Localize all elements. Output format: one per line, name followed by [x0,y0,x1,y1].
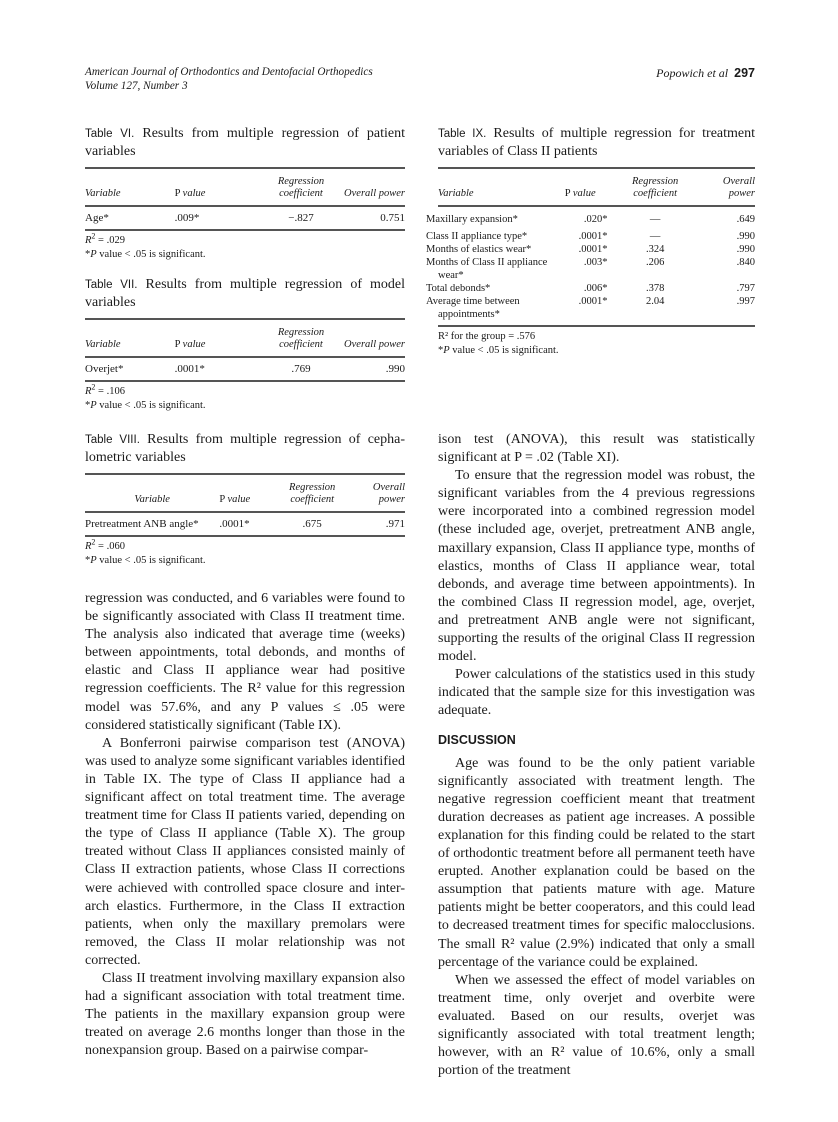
col-header: Regression coefficient [289,482,336,505]
cell-variable: Overjet* [85,363,124,375]
table-row [438,230,755,243]
cell-variable: Months of elastics wear* [426,244,532,255]
table-footnote: R² for the group = .576 *P value < .05 is significant. [438,330,755,358]
table-vi [85,125,405,262]
col-header: Overall power [344,188,405,199]
table-row [85,206,405,230]
paragraph: Power calculations of the statistics used in this study indicated that the sample size for this investigation was adequate. [438,667,755,719]
cell-p: .003* [583,257,608,268]
cell-power: .990 [736,244,755,255]
running-header-right [656,66,755,81]
cell-p: .009* [174,212,200,224]
paragraph: When we assessed the effect of model variables on treatment time, only overjet and overbite were evaluated. Based on our results, overjet was significantly associated with total treatment length; however, with an R² value of 10.6%, only a small portion of the treatment [438,972,755,1079]
table-title: Results from multiple regression of cepha-lometric variables [85,432,405,465]
cell-variable: Total debonds* [426,283,491,294]
table-grid [85,167,405,231]
col-header: Overall power [722,176,755,199]
table-caption [438,125,755,160]
note-p: P [443,345,450,356]
cell-variable: Class II appliance type* [426,231,528,242]
table-row [438,282,755,295]
cell-variable: Months of Class II appliance wear* [426,257,548,281]
cell-p: .006* [583,283,608,294]
note-text: value < .05 is significant. [96,249,206,260]
table-row [438,256,755,282]
table-grid [85,473,405,537]
r2-text: R² for the group = .576 [438,331,536,342]
paragraph: Age was found to be the only patient variable significantly associated with treatment length. The negative regression coefficient meant that treatment duration decreases as patient age increases. A possible explanation for this finding could be related to the start of orthodontic treatment before all permanent teeth have erupted. Another explanation could be based on the assumption that patients mature with age. Mature patients might be better cooperators, and this could lead to decreased treatment times for specific malocclusions. The small R² value (2.9%) indicated that only a small percentage of the variance could be explained. [438,755,755,970]
col-header: Variable [85,188,121,199]
table-row [85,357,405,381]
r2-value: = .029 [95,235,125,246]
cell-p: .0001* [578,231,608,242]
body-column-left [85,590,405,1060]
journal-title: American Journal of Orthodontics and Dentofacial Orthopedics [85,66,373,78]
cell-p: .020* [583,214,608,225]
table-label: Table VIII. [85,434,140,446]
cell-variable: Age* [85,212,109,224]
cell-power: .840 [736,257,755,268]
note-p: P [90,400,97,411]
cell-p: .0001* [174,363,205,375]
table-row [438,295,755,326]
col-header: P value [564,188,596,199]
table-ix [426,125,756,358]
cell-p: .0001* [219,518,250,530]
r2-label: R [85,541,92,552]
paragraph: Class II treatment involving maxillary expansion also had a significant association with total treatment time. The patients in the maxillary expansion group were treated on average 2.6 months longer than those in the nonexpansion group. Based on a pairwise compar- [85,970,405,1059]
r2-label: R [85,386,92,397]
col-header: Variable [85,339,121,350]
cell-coef: — [649,231,661,242]
note-p: P [90,249,97,260]
cell-power: .997 [736,296,755,307]
cell-p: .0001* [578,244,608,255]
col-header: P value [174,339,206,350]
col-header: P value [174,188,206,199]
note-p: P [90,555,97,566]
cell-p: .0001* [578,296,608,307]
paragraph: To ensure that the regression model was robust, the significant variables from the 4 previous regressions were incorporated into a combined regression model (these included age, overjet, pretreatment ANB angle, maxillary expansion, Class II appliance type, months of elastics, months of Class II appliance wear, total debonds, and average time between appointments). In the combined Class II regression model, age, overjet, and pretreatment ANB angle were not significant, supporting the results of the original Class II regression model. [438,468,755,665]
table-footnote: $R^2 = .060$ *P value < .05 is significant. [85,537,206,566]
note-text: value < .05 is significant. [449,345,559,356]
r2-value: = .060 [95,541,125,552]
table-viii [85,431,405,568]
running-header-journal [85,66,373,93]
journal-volume: Volume 127, Number 3 [85,79,188,92]
cell-variable: Pretreatment ANB angle* [85,518,199,530]
table-row [438,206,755,230]
paragraph: A Bonferroni pairwise comparison test (ANOVA) was used to analyze some significant variables identified in Table IX. The type of Class II appliance had a significant affect on total treatment time. The average treatment time for Class II patients varied, depending on the type of Class II appliance (Table X). The group treated without Class II appliances consisted mainly of Class II extraction patients, whose Class II corrections were achieved with controlled space closure and inter-arch elastics. Furthermore, in the Class II extraction patients, when only the maxillary premolars were removed, the Class II molar relationship was not corrected. [85,735,405,968]
cell-power: .971 [385,518,405,530]
paragraph: ison test (ANOVA), this result was statistically significant at P = .02 (Table XI). [438,432,755,466]
cell-variable: Average time between appointments* [426,296,520,320]
cell-power: .797 [736,283,755,294]
note-text: value < .05 is significant. [96,555,206,566]
table-label: Table IX. [438,128,487,140]
table-title: Results from multiple regression of model variables [85,277,406,310]
authors: Popowich et al [656,66,729,80]
col-header: P value [219,494,251,505]
col-header: Regression coefficient [277,327,325,350]
col-header: Regression coefficient [277,176,325,199]
body-column-right [438,431,755,1080]
table-caption [85,276,405,311]
r2-value: = .106 [95,386,125,397]
table-row [85,512,405,536]
col-header: Overall power [344,339,405,350]
page-number: 297 [734,66,755,80]
cell-power: .990 [385,363,405,375]
col-header: Overall power [372,482,405,505]
table-grid [85,318,405,382]
table-title: Results from multiple regression of patient variables [85,126,406,159]
cell-variable: Maxillary expansion* [426,214,518,225]
cell-coef: .675 [302,518,322,530]
cell-coef: — [649,214,661,225]
note-text: value < .05 is significant. [96,400,206,411]
col-header: Variable [438,188,474,199]
cell-power: .990 [736,231,755,242]
cell-coef: .769 [291,363,311,375]
table-grid [426,167,755,327]
cell-coef: −.827 [288,212,314,224]
section-heading: DISCUSSION [438,732,516,747]
table-footnote: $R^2 = .029$ *P value < .05 is significant. [85,231,206,260]
table-vii [85,276,405,413]
cell-coef: .378 [645,283,665,294]
cell-power: .649 [736,214,755,225]
cell-coef: .206 [645,257,665,268]
col-header: Regression coefficient [632,176,679,199]
table-label: Table VII. [85,279,138,291]
table-row [438,243,755,256]
cell-power: 0.751 [380,212,405,224]
table-title: Results of multiple regression for treatment variables of Class II patients [438,126,756,159]
cell-coef: .324 [645,244,665,255]
paragraph: regression was conducted, and 6 variables were found to be significantly associated with Class II treatment time. The analysis also indicated that average time (weeks) between appointments, total debonds, and months of elastic and Class II appliance wear had positive regression coefficients. The R² value for this regression model was 57.6%, and any P values ≤ .05 were considered statistically significant (Table IX). [85,591,405,733]
table-label: Table VI. [85,128,135,140]
r2-label: R [85,235,92,246]
table-caption [85,125,405,160]
cell-coef: 2.04 [645,296,665,307]
col-header: Variable [134,494,170,505]
table-footnote: $R^2 = .106$ *P value < .05 is significant. [85,382,206,411]
table-caption [85,431,405,466]
